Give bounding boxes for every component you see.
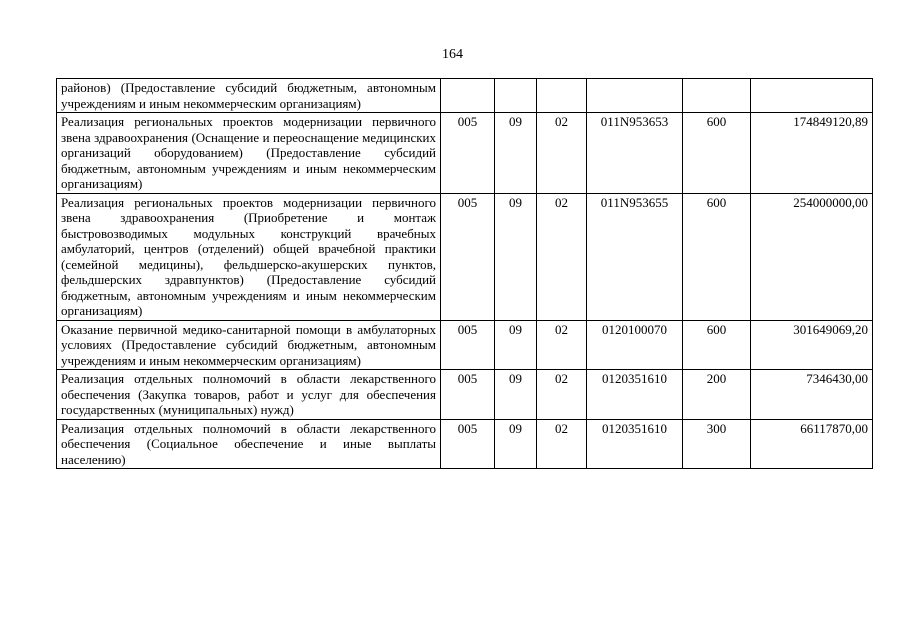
subsection-code-cell: 02 (537, 370, 587, 420)
table-row (57, 419, 873, 469)
table-row (57, 320, 873, 370)
target-article-cell: 0120351610 (587, 370, 683, 420)
expense-type-cell: 200 (683, 370, 751, 420)
subsection-code-cell: 02 (537, 419, 587, 469)
description-cell: Оказание первичной медико-санитарной помощи в амбулаторных условиях (Предоставление субсидий бюджетным, автономным учреждениям и иным некоммерческим организациям) (57, 320, 441, 370)
ministry-code-cell: 005 (441, 113, 495, 194)
target-article-cell: 0120351610 (587, 419, 683, 469)
section-code-cell: 09 (495, 419, 537, 469)
section-code-cell: 09 (495, 193, 537, 320)
table-row (57, 370, 873, 420)
subsection-code-cell (537, 79, 587, 113)
expense-type-cell: 600 (683, 320, 751, 370)
subsection-code-cell: 02 (537, 193, 587, 320)
table-row (57, 79, 873, 113)
amount-cell (751, 79, 873, 113)
description-cell: Реализация отдельных полномочий в области лекарственного обеспечения (Социальное обеспечение и иные выплаты населению) (57, 419, 441, 469)
expense-type-cell: 300 (683, 419, 751, 469)
description-cell: Реализация региональных проектов модернизации первичного звена здравоохранения (Оснащение и переоснащение медицинских организаций оборудованием) (Предоставление субсидий бюджетным, автономным учреждениям и иным некоммерческим организациям) (57, 113, 441, 194)
subsection-code-cell: 02 (537, 113, 587, 194)
ministry-code-cell: 005 (441, 370, 495, 420)
budget-table (56, 78, 873, 469)
target-article-cell: 011N953653 (587, 113, 683, 194)
target-article-cell: 011N953655 (587, 193, 683, 320)
section-code-cell: 09 (495, 113, 537, 194)
expense-type-cell: 600 (683, 113, 751, 194)
table-row (57, 193, 873, 320)
table-row (57, 113, 873, 194)
amount-cell: 254000000,00 (751, 193, 873, 320)
amount-cell: 174849120,89 (751, 113, 873, 194)
ministry-code-cell (441, 79, 495, 113)
section-code-cell: 09 (495, 320, 537, 370)
expense-type-cell: 600 (683, 193, 751, 320)
amount-cell: 7346430,00 (751, 370, 873, 420)
ministry-code-cell: 005 (441, 419, 495, 469)
description-cell: Реализация отдельных полномочий в области лекарственного обеспечения (Закупка товаров, работ и услуг для обеспечения государственных (муниципальных) нужд) (57, 370, 441, 420)
amount-cell: 66117870,00 (751, 419, 873, 469)
target-article-cell: 0120100070 (587, 320, 683, 370)
subsection-code-cell: 02 (537, 320, 587, 370)
expense-type-cell (683, 79, 751, 113)
section-code-cell: 09 (495, 370, 537, 420)
description-cell: Реализация региональных проектов модернизации первичного звена здравоохранения (Приобретение и монтаж быстровозводимых модульных конструкций врачебных амбулаторий, центров (отделений) общей врачебной практики (семейной медицины), фельдшерско-акушерских пунктов, фельдшерских здравпунктов) (Предоставление субсидий бюджетным, автономным учреждениям и иным некоммерческим организациям) (57, 193, 441, 320)
target-article-cell (587, 79, 683, 113)
ministry-code-cell: 005 (441, 320, 495, 370)
amount-cell: 301649069,20 (751, 320, 873, 370)
page-number: 164 (442, 47, 463, 62)
section-code-cell (495, 79, 537, 113)
description-cell: районов) (Предоставление субсидий бюджетным, автономным учреждениям и иным некоммерческим организациям) (57, 79, 441, 113)
ministry-code-cell: 005 (441, 193, 495, 320)
